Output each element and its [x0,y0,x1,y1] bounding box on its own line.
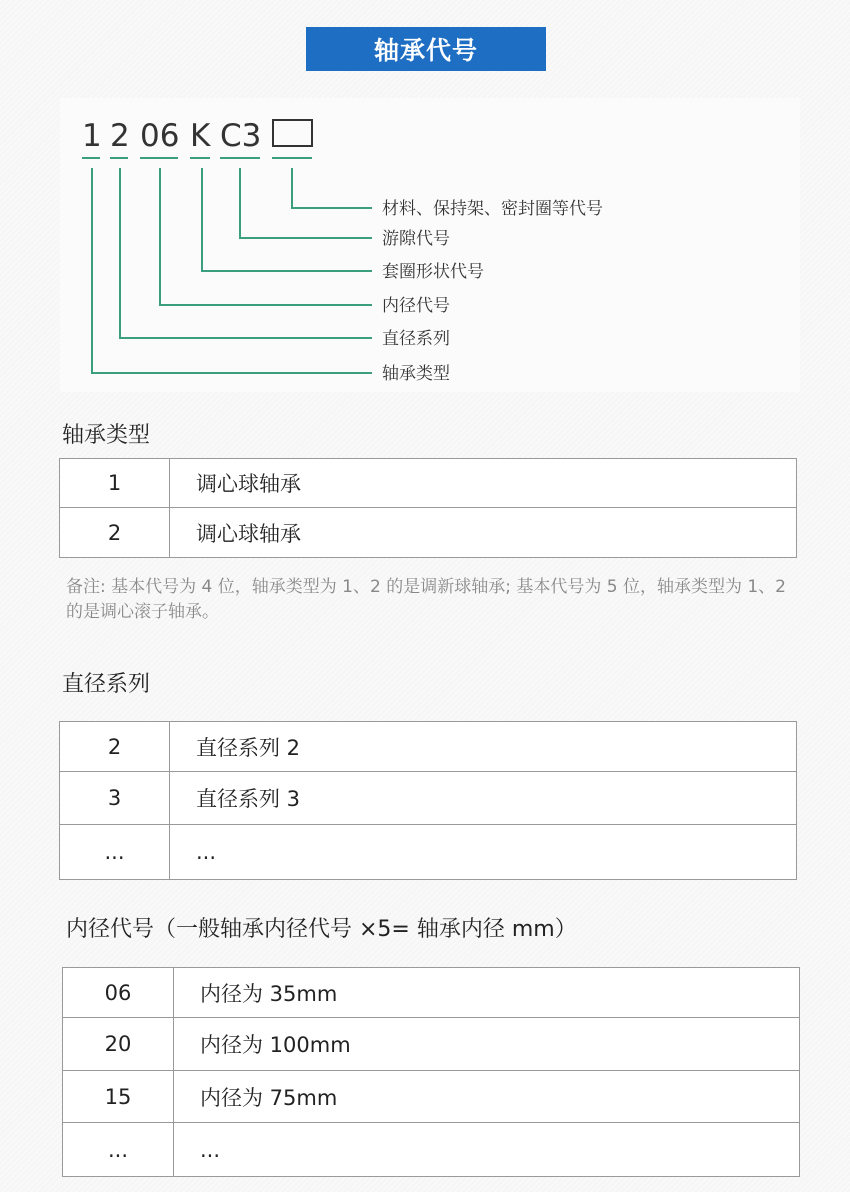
table-row [60,772,797,825]
table-row [60,722,797,772]
table-cell-code: 2 [60,722,170,772]
table-cell-desc: 内径为 100mm [174,1018,800,1071]
leader-bore [160,168,372,305]
table-cell-desc: 内径为 75mm [174,1071,800,1123]
leader-series [120,168,372,338]
leader-ring [202,168,372,271]
table-cell-code: 06 [63,968,174,1018]
label-series: 直径系列 [382,329,450,349]
table-row [60,508,797,558]
table-row [63,968,800,1018]
table-cell-code: ... [60,825,170,880]
bearing-code-diagram-svg [60,98,800,392]
table-cell-code: 2 [60,508,170,558]
table-cell-desc: 调心球轴承 [170,508,797,558]
table-cell-desc: 调心球轴承 [170,459,797,508]
code-part-type: 1 [82,118,102,154]
code-part-bore: 06 [140,118,180,154]
code-part-ring: K [190,118,211,154]
bearing-type-table [59,458,797,558]
placeholder-box [273,120,312,146]
table-cell-code: 3 [60,772,170,825]
table-cell-desc: ... [170,825,797,880]
code-part-series: 2 [110,118,130,154]
table-cell-desc: 直径系列 3 [170,772,797,825]
code-part-clearance: C3 [220,118,262,154]
table-cell-desc: ... [174,1123,800,1177]
table-row [63,1123,800,1177]
diameter-series-table [59,721,797,880]
leader-material [292,168,372,208]
section-heading-diameter-series: 直径系列 [62,672,151,697]
label-bore: 内径代号 [382,296,450,316]
label-material: 材料、保持架、密封圈等代号 [382,199,603,219]
bore-code-table [62,967,800,1177]
table-row [63,1018,800,1071]
bearing-type-note: 备注: 基本代号为 4 位，轴承类型为 1、2 的是调新球轴承; 基本代号为 5 位，轴承类型为 1、2 的是调心滚子轴承。 [66,577,786,622]
table-row [60,825,797,880]
bearing-code-diagram [60,98,800,392]
section-heading-bearing-type: 轴承类型 [62,423,151,448]
table-cell-code: 20 [63,1018,174,1071]
table-cell-desc: 直径系列 2 [170,722,797,772]
leader-clearance [240,168,372,238]
table-row [60,459,797,508]
label-ring: 套圈形状代号 [382,262,484,282]
label-type: 轴承类型 [382,364,450,384]
table-cell-desc: 内径为 35mm [174,968,800,1018]
table-cell-code: ... [63,1123,174,1177]
table-cell-code: 1 [60,459,170,508]
page-title-banner [306,27,546,71]
page-title: 轴承代号 [373,36,478,65]
section-heading-bore-code: 内径代号（一般轴承内径代号 ×5= 轴承内径 mm） [66,917,577,942]
label-clearance: 游隙代号 [382,229,450,249]
table-cell-code: 15 [63,1071,174,1123]
table-row [63,1071,800,1123]
